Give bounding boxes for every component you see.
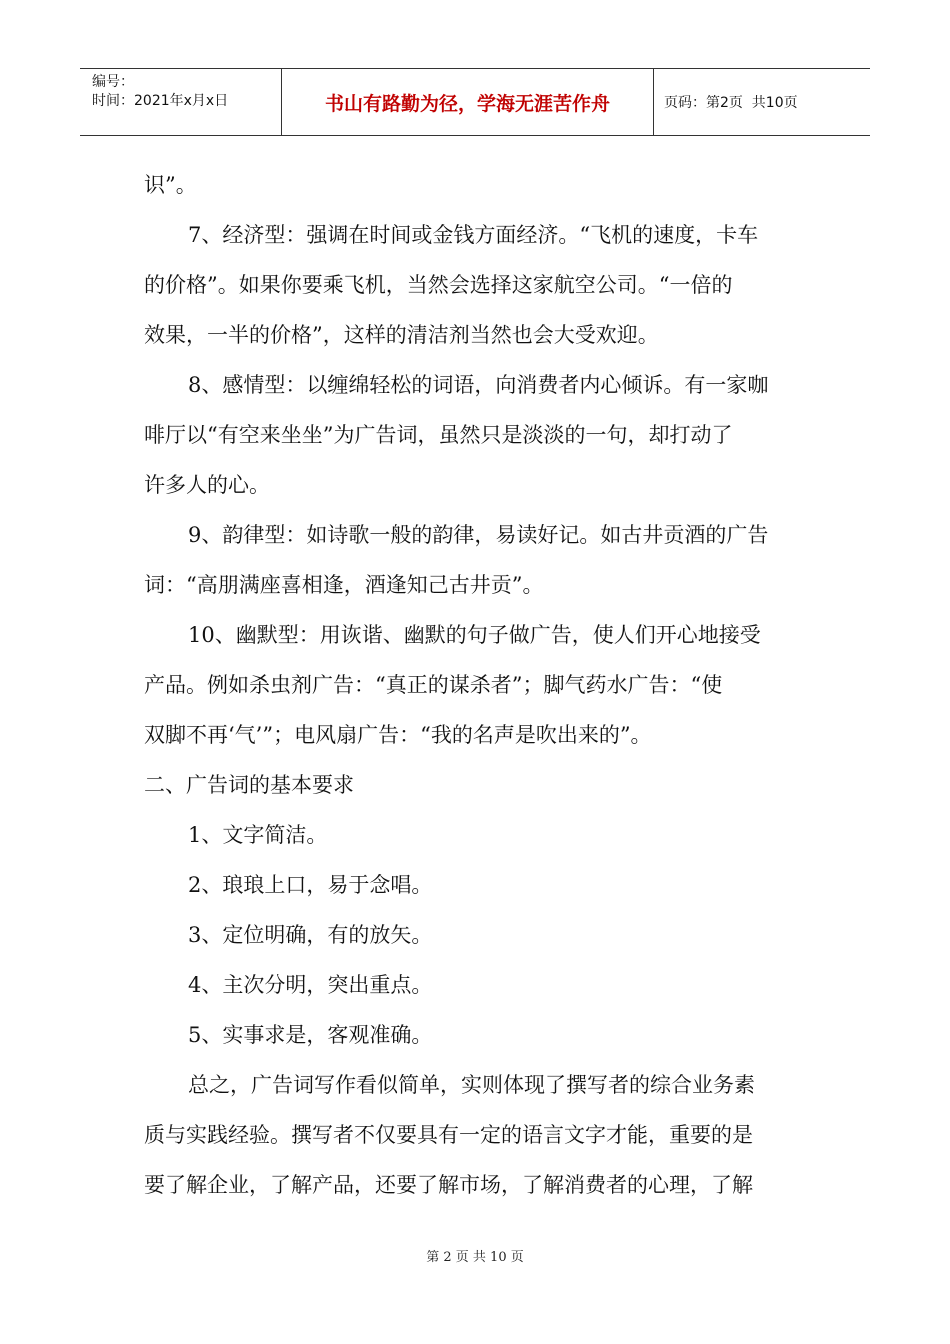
header-page-label: 页码：第2页 共10页 xyxy=(664,95,798,111)
header-meta xyxy=(80,69,282,135)
text-line: 啡厅以“有空来坐坐”为广告词，虽然只是淡淡的一句，却打动了 xyxy=(144,423,733,447)
list-item: 5、实事求是，客观准确。 xyxy=(188,1023,433,1047)
document-number-label: 编号： xyxy=(92,74,134,90)
document-body xyxy=(144,160,814,1210)
text-line: 10、幽默型：用诙谐、幽默的句子做广告，使人们开心地接受 xyxy=(188,623,761,647)
text-line: 的价格”。如果你要乘飞机，当然会选择这家航空公司。“一倍的 xyxy=(144,273,733,297)
section-heading: 二、广告词的基本要求 xyxy=(144,773,354,797)
page-footer: 第 2 页 共 10 页 xyxy=(426,1250,524,1265)
text-line: 质与实践经验。撰写者不仅要具有一定的语言文字才能，重要的是 xyxy=(144,1123,753,1147)
list-item: 4、主次分明，突出重点。 xyxy=(188,973,433,997)
text-line: 产品。例如杀虫剂广告：“真正的谋杀者”；脚气药水广告：“使 xyxy=(144,673,723,697)
text-line: 许多人的心。 xyxy=(144,473,270,497)
text-line: 8、感情型：以缠绵轻松的词语，向消费者内心倾诉。有一家咖 xyxy=(188,373,769,397)
document-time-label: 时间：2021年x月x日 xyxy=(92,93,229,109)
text-line: 9、韵律型：如诗歌一般的韵律，易读好记。如古井贡酒的广告 xyxy=(188,523,769,547)
text-line: 词：“高朋满座喜相逢，酒逢知己古井贡”。 xyxy=(144,573,544,597)
text-line: 识”。 xyxy=(144,173,197,197)
list-item: 2、琅琅上口，易于念唱。 xyxy=(188,873,433,897)
text-line: 总之，广告词写作看似简单，实则体现了撰写者的综合业务素 xyxy=(188,1073,755,1097)
text-line: 要了解企业，了解产品，还要了解市场，了解消费者的心理，了解 xyxy=(144,1173,753,1197)
page-header xyxy=(80,68,870,136)
text-line: 双脚不再‘气’”；电风扇广告：“我的名声是吹出来的”。 xyxy=(144,723,652,747)
list-item: 3、定位明确，有的放矢。 xyxy=(188,923,433,947)
header-motto: 书山有路勤为径，学海无涯苦作舟 xyxy=(282,69,654,135)
text-line: 7、经济型：强调在时间或金钱方面经济。“飞机的速度，卡车 xyxy=(188,223,759,247)
text-line: 效果，一半的价格”，这样的清洁剂当然也会大受欢迎。 xyxy=(144,323,659,347)
list-item: 1、文字简洁。 xyxy=(188,823,328,847)
